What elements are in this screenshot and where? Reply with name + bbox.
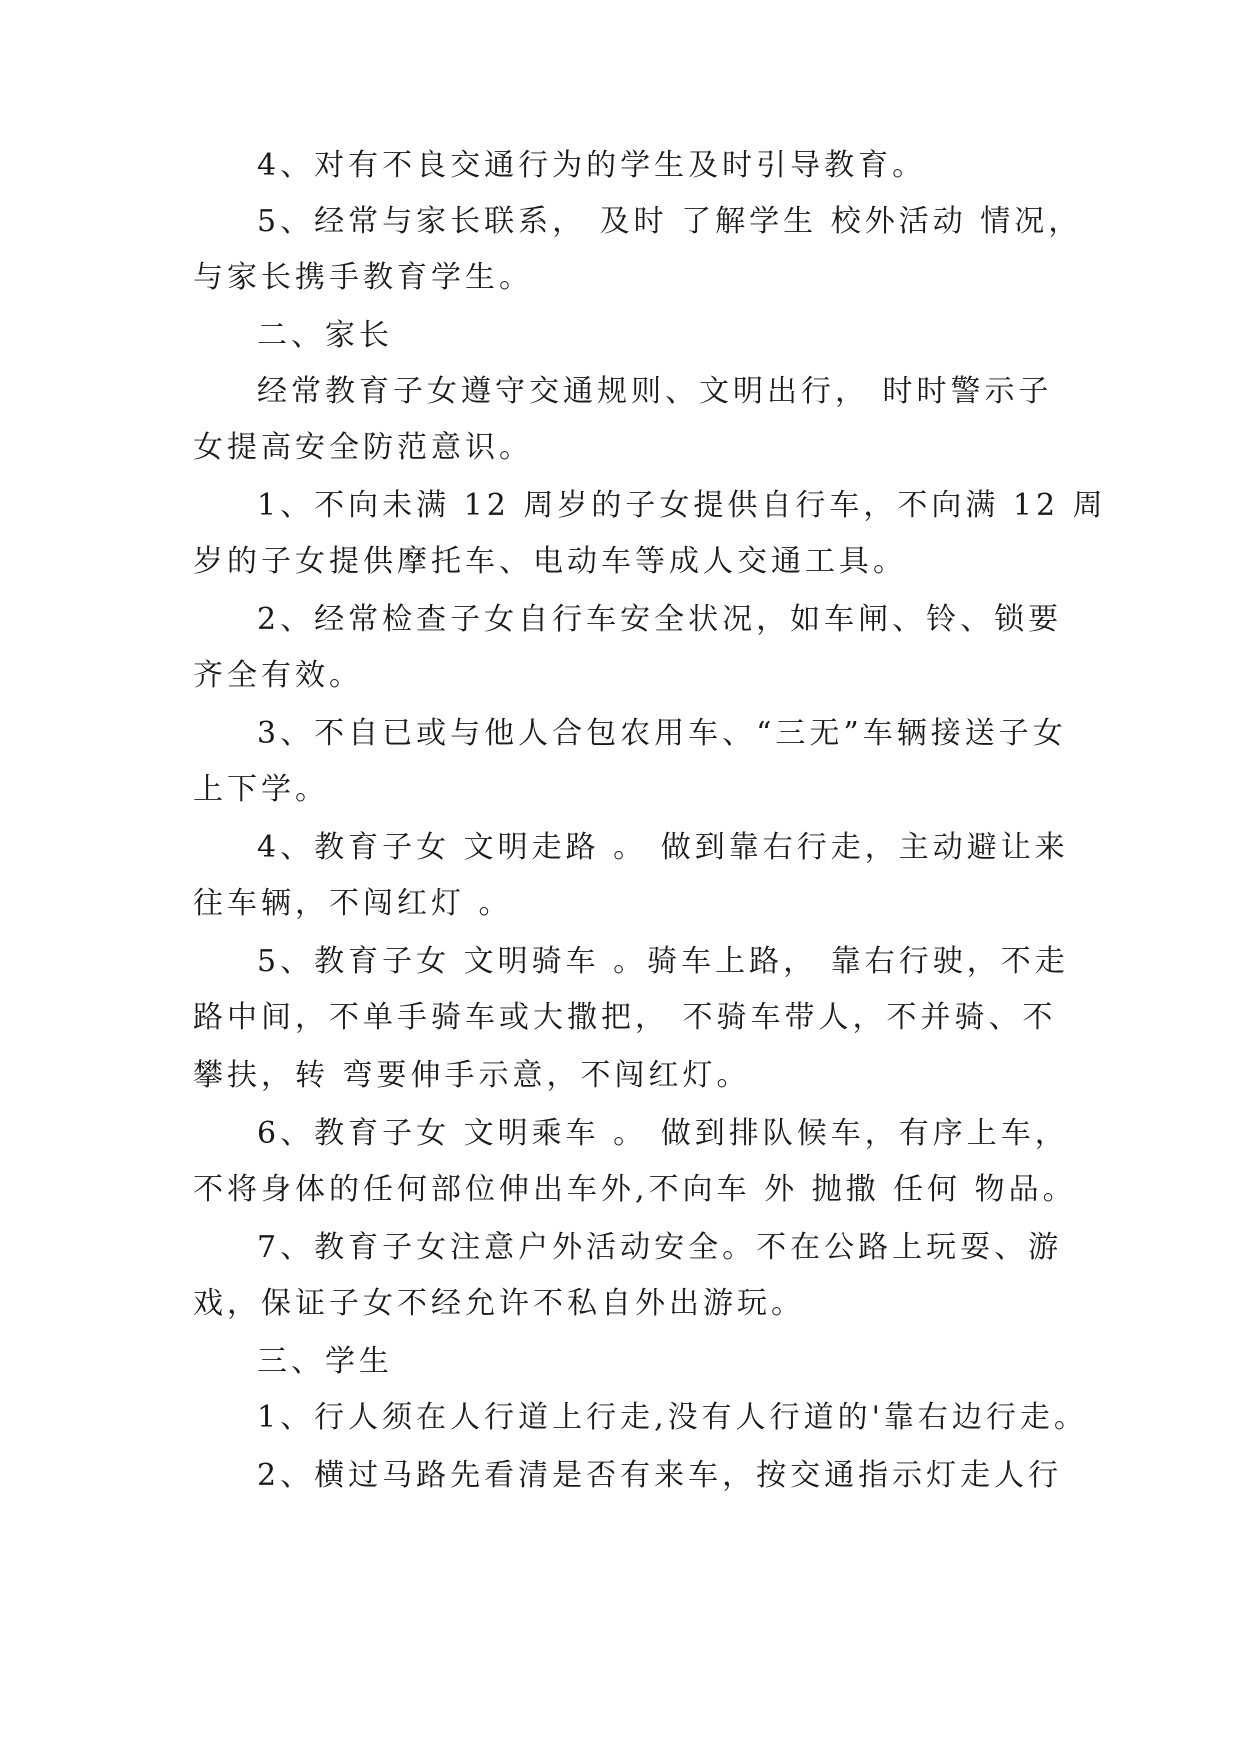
text-line: 2、经常检查子女自行车安全状况，如车闸、铃、锁要 <box>257 602 1063 637</box>
text-line: 路中间，不单手骑车或大撒把， 不骑车带人，不并骑、不 <box>193 1000 1057 1035</box>
text-line: 女提高安全防范意识。 <box>193 430 533 465</box>
text-line: 1、不向未满 12 周岁的子女提供自行车，不向满 12 周 <box>257 488 1107 523</box>
text-line: 3、不自已或与他人合包农用车、“三无”车辆接送子女 <box>257 716 1067 751</box>
text-line: 往车辆，不闯红灯 。 <box>193 886 513 921</box>
section-heading: 三、学生 <box>257 1344 393 1379</box>
section-heading: 二、家长 <box>257 318 393 353</box>
text-line: 攀扶，转 弯要伸手示意，不闯红灯。 <box>193 1058 751 1093</box>
text-line: 戏，保证子女不经允许不私自外出游玩。 <box>193 1286 805 1321</box>
text-line: 上下学。 <box>193 772 329 807</box>
text-line: 5、教育子女 文明骑车 。骑车上路， 靠右行驶，不走 <box>257 944 1069 979</box>
text-line: 经常教育子女遵守交通规则、文明出行， 时时警示子 <box>257 374 1053 409</box>
text-line: 5、经常与家长联系， 及时 了解学生 校外活动 情况， <box>257 204 1083 239</box>
text-line: 6、教育子女 文明乘车 。 做到排队候车，有序上车， <box>257 1116 1069 1151</box>
text-line: 4、教育子女 文明走路 。 做到靠右行走，主动避让来 <box>257 830 1069 865</box>
text-line: 岁的子女提供摩托车、电动车等成人交通工具。 <box>193 544 907 579</box>
text-line: 7、教育子女注意户外活动安全。不在公路上玩耍、游 <box>257 1230 1063 1265</box>
text-line: 4、对有不良交通行为的学生及时引导教育。 <box>257 148 927 183</box>
text-line: 1、行人须在人行道上行走,没有人行道的'靠右边行走。 <box>257 1400 1088 1435</box>
text-line: 与家长携手教育学生。 <box>193 260 533 295</box>
text-line: 2、横过马路先看清是否有来车，按交通指示灯走人行 <box>257 1458 1063 1493</box>
text-line: 不将身体的任何部位伸出车外,不向车 外 抛撒 任何 物品。 <box>193 1172 1077 1207</box>
text-line: 齐全有效。 <box>193 658 363 693</box>
